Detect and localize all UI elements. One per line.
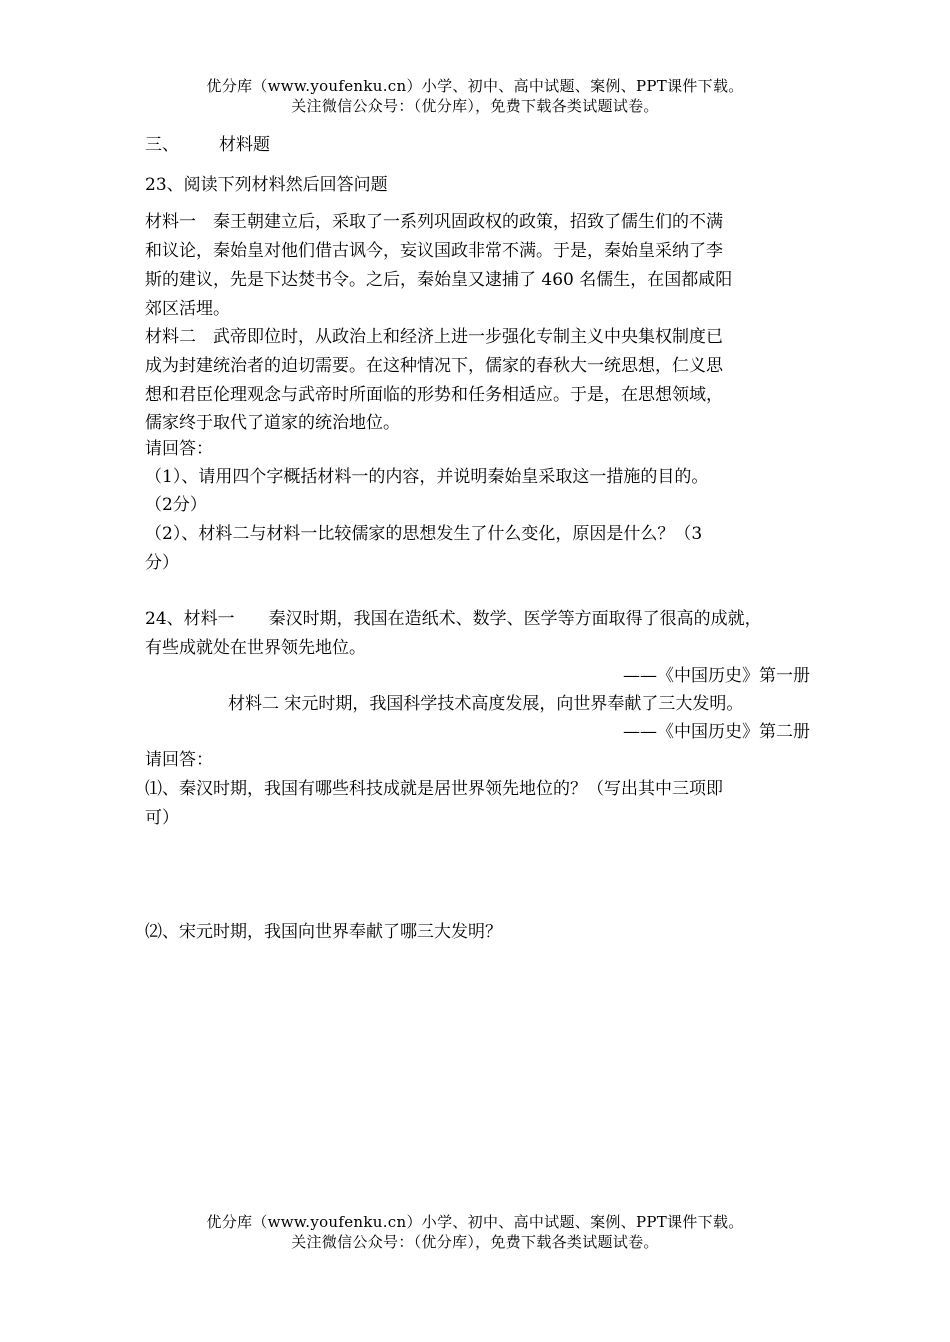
q23-material-1-line: 材料一 秦王朝建立后，采取了一系列巩固政权的政策，招致了儒生们的不满 [145, 212, 723, 232]
section-title [145, 131, 810, 159]
q24-source-1: ——《中国历史》第一册 [623, 666, 810, 686]
q23-material-2-line: 材料二 武帝即位时，从政治上和经济上进一步强化专制主义中央集权制度已 [145, 327, 723, 347]
footer-line-2: 关注微信公众号：（优分库），免费下载各类试题试卷。 [291, 1233, 659, 1251]
q23-material-1-line: 郊区活埋。 [145, 299, 230, 319]
q23-question-2-score: 分） [145, 553, 179, 573]
q24-source-2: ——《中国历史》第二册 [623, 722, 810, 742]
q24-material-1-line: 24、材料一 秦汉时期，我国在造纸术、数学、医学等方面取得了很高的成就， [145, 609, 762, 629]
q23-question-1-score: （2分） [145, 495, 207, 515]
q24-question-1-cont: 可） [145, 808, 179, 828]
q23-question-2: （2）、材料二与材料一比较儒家的思想发生了什么变化，原因是什么？（3 [145, 524, 703, 544]
q23-material-1-line: 和议论，秦始皇对他们借古讽今，妄议国政非常不满。于是，秦始皇采纳了李 [145, 241, 723, 261]
footer-line-1: 优分库（www.youfenku.cn）小学、初中、高中试题、案例、PPT课件下载。 [206, 1213, 744, 1231]
q24-question-2: ⑵、宋元时期，我国向世界奉献了哪三大发明？ [145, 922, 502, 942]
q24-material-1-line: 有些成就处在世界领先地位。 [145, 638, 366, 658]
q23-material-1-line: 斯的建议，先是下达焚书令。之后，秦始皇又逮捕了 460 名儒生，在国都咸阳 [145, 270, 733, 290]
q23-prompt: 请回答： [145, 439, 213, 459]
q23-material-2-line: 成为封建统治者的迫切需要。在这种情况下，儒家的春秋大一统思想，仁义思 [145, 356, 723, 376]
q24-prompt: 请回答： [145, 750, 213, 770]
header-line-2: 关注微信公众号：（优分库），免费下载各类试题试卷。 [291, 97, 659, 115]
q23-material-2-line: 想和君臣伦理观念与武帝时所面临的形势和任务相适应。于是，在思想领域， [145, 385, 723, 405]
q23-material-2-line: 儒家终于取代了道家的统治地位。 [145, 413, 400, 433]
section-heading: 材料题 [219, 135, 270, 155]
section-number: 三、 [145, 135, 179, 155]
q24-question-1: ⑴、秦汉时期，我国有哪些科技成就是居世界领先地位的？（写出其中三项即 [145, 779, 723, 799]
q23-question-1: （1）、请用四个字概括材料一的内容，并说明秦始皇采取这一措施的目的。 [145, 467, 709, 487]
q24-material-2: 材料二 宋元时期，我国科学技术高度发展，向世界奉献了三大发明。 [228, 694, 744, 714]
q23-title: 23、阅读下列材料然后回答问题 [145, 175, 388, 195]
header-line-1: 优分库（www.youfenku.cn）小学、初中、高中试题、案例、PPT课件下载。 [206, 77, 744, 95]
